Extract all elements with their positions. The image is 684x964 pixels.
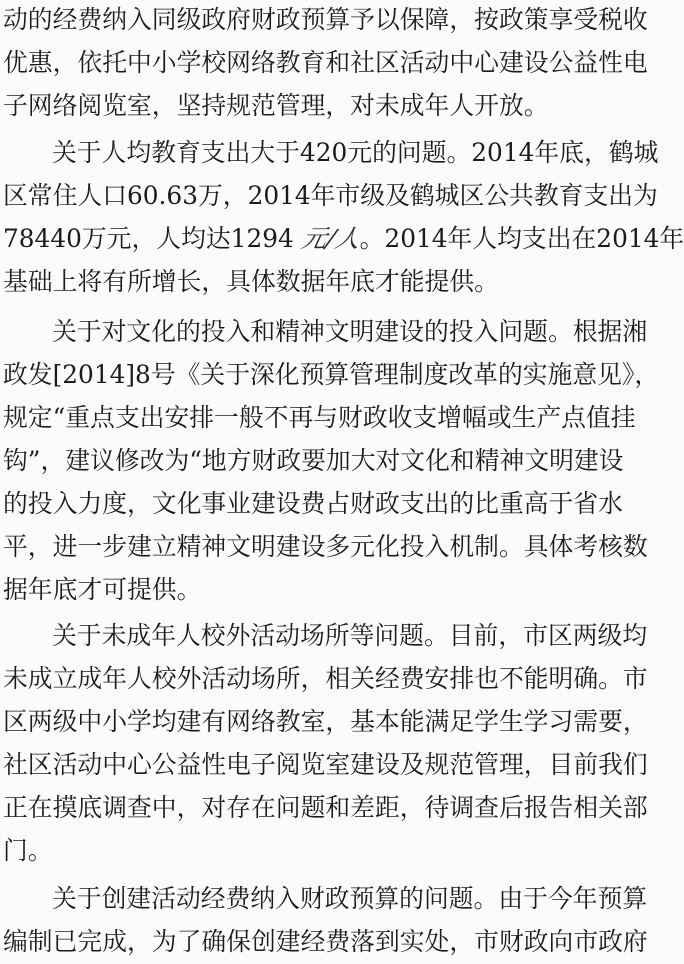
text-line: 的投入力度，文化事业建设费占财政支出的比重高于省水 bbox=[3, 489, 623, 518]
text-line: 关于创建活动经费纳入财政预算的问题。由于今年预算 bbox=[52, 884, 648, 913]
text-line: 子网络阅览室，坚持规范管理，对未成年人开放。 bbox=[3, 91, 549, 120]
text-line: 据年底才可提供。 bbox=[3, 575, 202, 604]
text-line: 平，进一步建立精神文明建设多元化投入机制。具体考核数 bbox=[3, 532, 648, 561]
text-line: 社区活动中心公益性电子阅览室建设及规范管理，目前我们 bbox=[3, 750, 648, 779]
text-line: 规定“重点支出安排一般不再与财政收支增幅或生产点值挂 bbox=[3, 403, 636, 432]
text-line: 区常住人口60.63万，2014年市级及鹤城区公共教育支出为 bbox=[3, 181, 658, 210]
text-line: 编制已完成，为了确保创建经费落到实处，市财政向市政府 bbox=[3, 927, 648, 956]
text-line: 钩”，建议修改为“地方财政要加大对文化和精神文明建设 bbox=[3, 446, 624, 475]
text-line: 关于人均教育支出大于420元的问题。2014年底，鹤城 bbox=[52, 138, 659, 167]
text-segment: 78440万元，人均达1294 bbox=[3, 224, 294, 253]
text-line: 区两级中小学均建有网络教室，基本能满足学生学习需要， bbox=[3, 707, 648, 736]
text-line: 动的经费纳入同级政府财政预算予以保障，按政策享受税收 bbox=[3, 5, 648, 34]
text-line: 基础上将有所增长，具体数据年底才能提供。 bbox=[3, 267, 499, 296]
text-line: 关于未成年人校外活动场所等问题。目前，市区两级均 bbox=[52, 621, 648, 650]
text-line: 关于对文化的投入和精神文明建设的投入问题。根据湘 bbox=[52, 317, 648, 346]
handwritten-annotation: 元/人 bbox=[298, 224, 363, 253]
text-segment: 。2014年人均支出在2014年 bbox=[359, 224, 684, 253]
text-line: 门。 bbox=[3, 836, 53, 865]
text-line-with-handwriting bbox=[0, 217, 684, 261]
text-line: 未成立成年人校外活动场所，相关经费安排也不能明确。市 bbox=[3, 664, 648, 693]
text-line: 正在摸底调查中，对存在问题和差距，待调查后报告相关部 bbox=[3, 793, 648, 822]
text-line: 政发[2014]8号《关于深化预算管理制度改革的实施意见》， bbox=[3, 360, 660, 389]
text-line: 优惠，依托中小学校网络教育和社区活动中心建设公益性电 bbox=[3, 48, 648, 77]
